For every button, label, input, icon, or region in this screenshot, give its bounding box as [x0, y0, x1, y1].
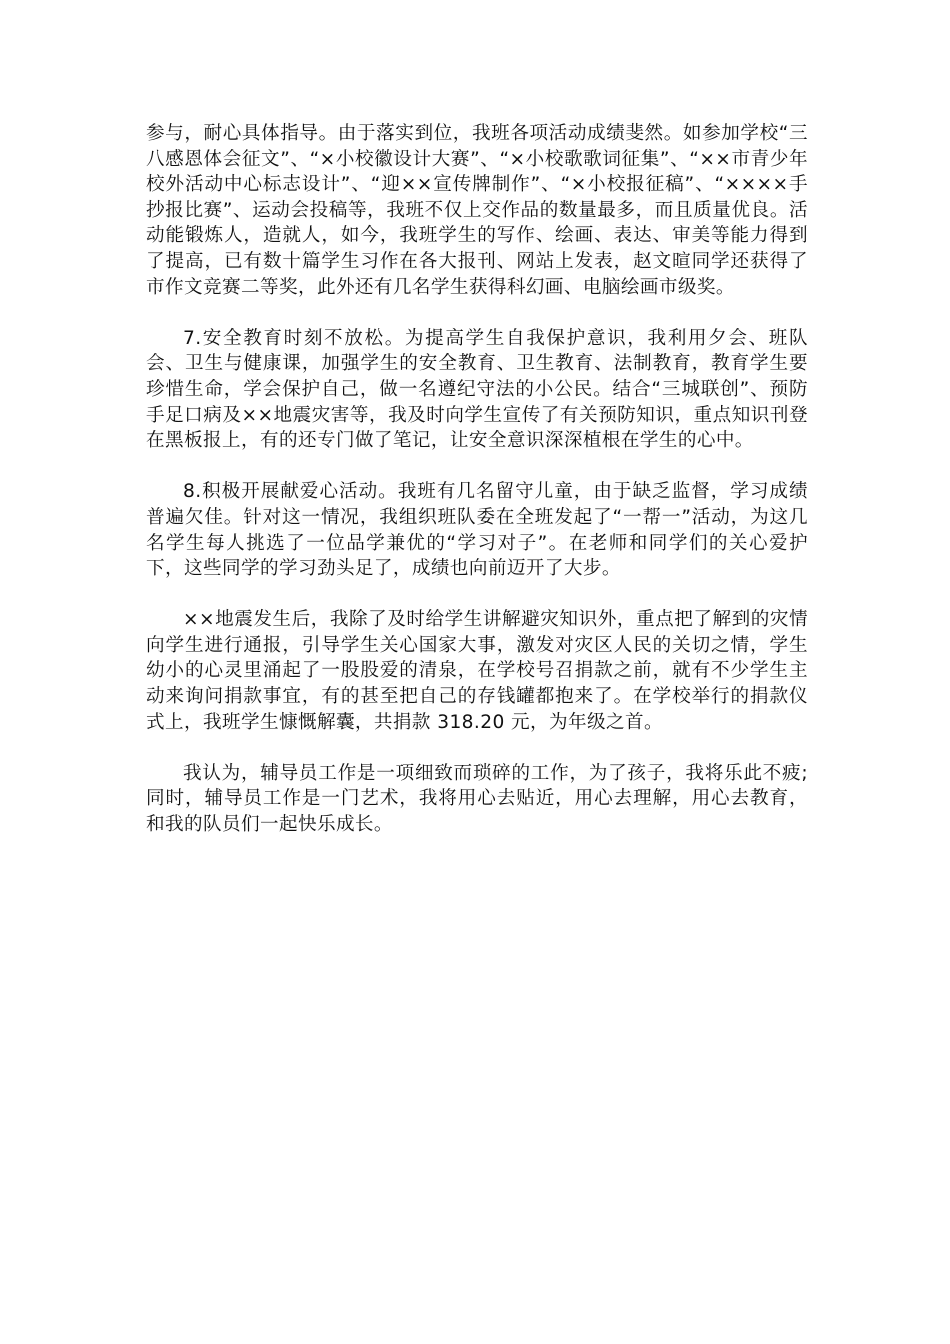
paragraph-conclusion: 我认为，辅导员工作是一项细致而琐碎的工作，为了孩子，我将乐此不疲;同时，辅导员工作是一门艺术，我将用心去贴近，用心去理解，用心去教育，和我的队员们一起快乐成长。: [146, 762, 808, 836]
paragraph-earthquake-donation: ××地震发生后，我除了及时给学生讲解避灾知识外，重点把了解到的灾情向学生进行通报，引导学生关心国家大事，激发对灾区人民的关切之情，学生幼小的心灵里涌起了一股股爱的清泉，在学校号召捐款之前，就有不少学生主动来询问捐款事宜，有的甚至把自己的存钱罐都抱来了。在学校举行的捐款仪式上，我班学生慷慨解囊，共捐款 318.20 元，为年级之首。: [146, 609, 808, 733]
paragraph-safety-education: 7.安全教育时刻不放松。为提高学生自我保护意识，我利用夕会、班队会、卫生与健康课，加强学生的安全教育、卫生教育、法制教育，教育学生要珍惜生命，学会保护自己，做一名遵纪守法的小公民。结合“三城联创”、预防手足口病及××地震灾害等，我及时向学生宣传了有关预防知识，重点知识刊登在黑板报上，有的还专门做了笔记，让安全意识深深植根在学生的心中。: [146, 327, 808, 452]
paragraph-charity-activities: 8.积极开展献爱心活动。我班有几名留守儿童，由于缺乏监督，学习成绩普遍欠佳。针对这一情况，我组织班队委在全班发起了“一帮一”活动，为这几名学生每人挑选了一位品学兼优的“学习对子”。在老师和同学们的关心爱护下，这些同学的学习劲头足了，成绩也向前迈开了大步。: [146, 481, 808, 580]
document-body: [146, 121, 808, 863]
paragraph-activities-results: 参与，耐心具体指导。由于落实到位，我班各项活动成绩斐然。如参加学校“三八感恩体会征文”、“×小校徽设计大赛”、“×小校歌歌词征集”、“××市青少年校外活动中心标志设计”、“迎××宣传牌制作”、“×小校报征稿”、“××××手抄报比赛”、运动会投稿等，我班不仅上交作品的数量最多，而且质量优良。活动能锻炼人，造就人，如今，我班学生的写作、绘画、表达、审美等能力得到了提高，已有数十篇学生习作在各大报刊、网站上发表，赵文暄同学还获得了市作文竞赛二等奖，此外还有几名学生获得科幻画、电脑绘画市级奖。: [146, 123, 808, 298]
